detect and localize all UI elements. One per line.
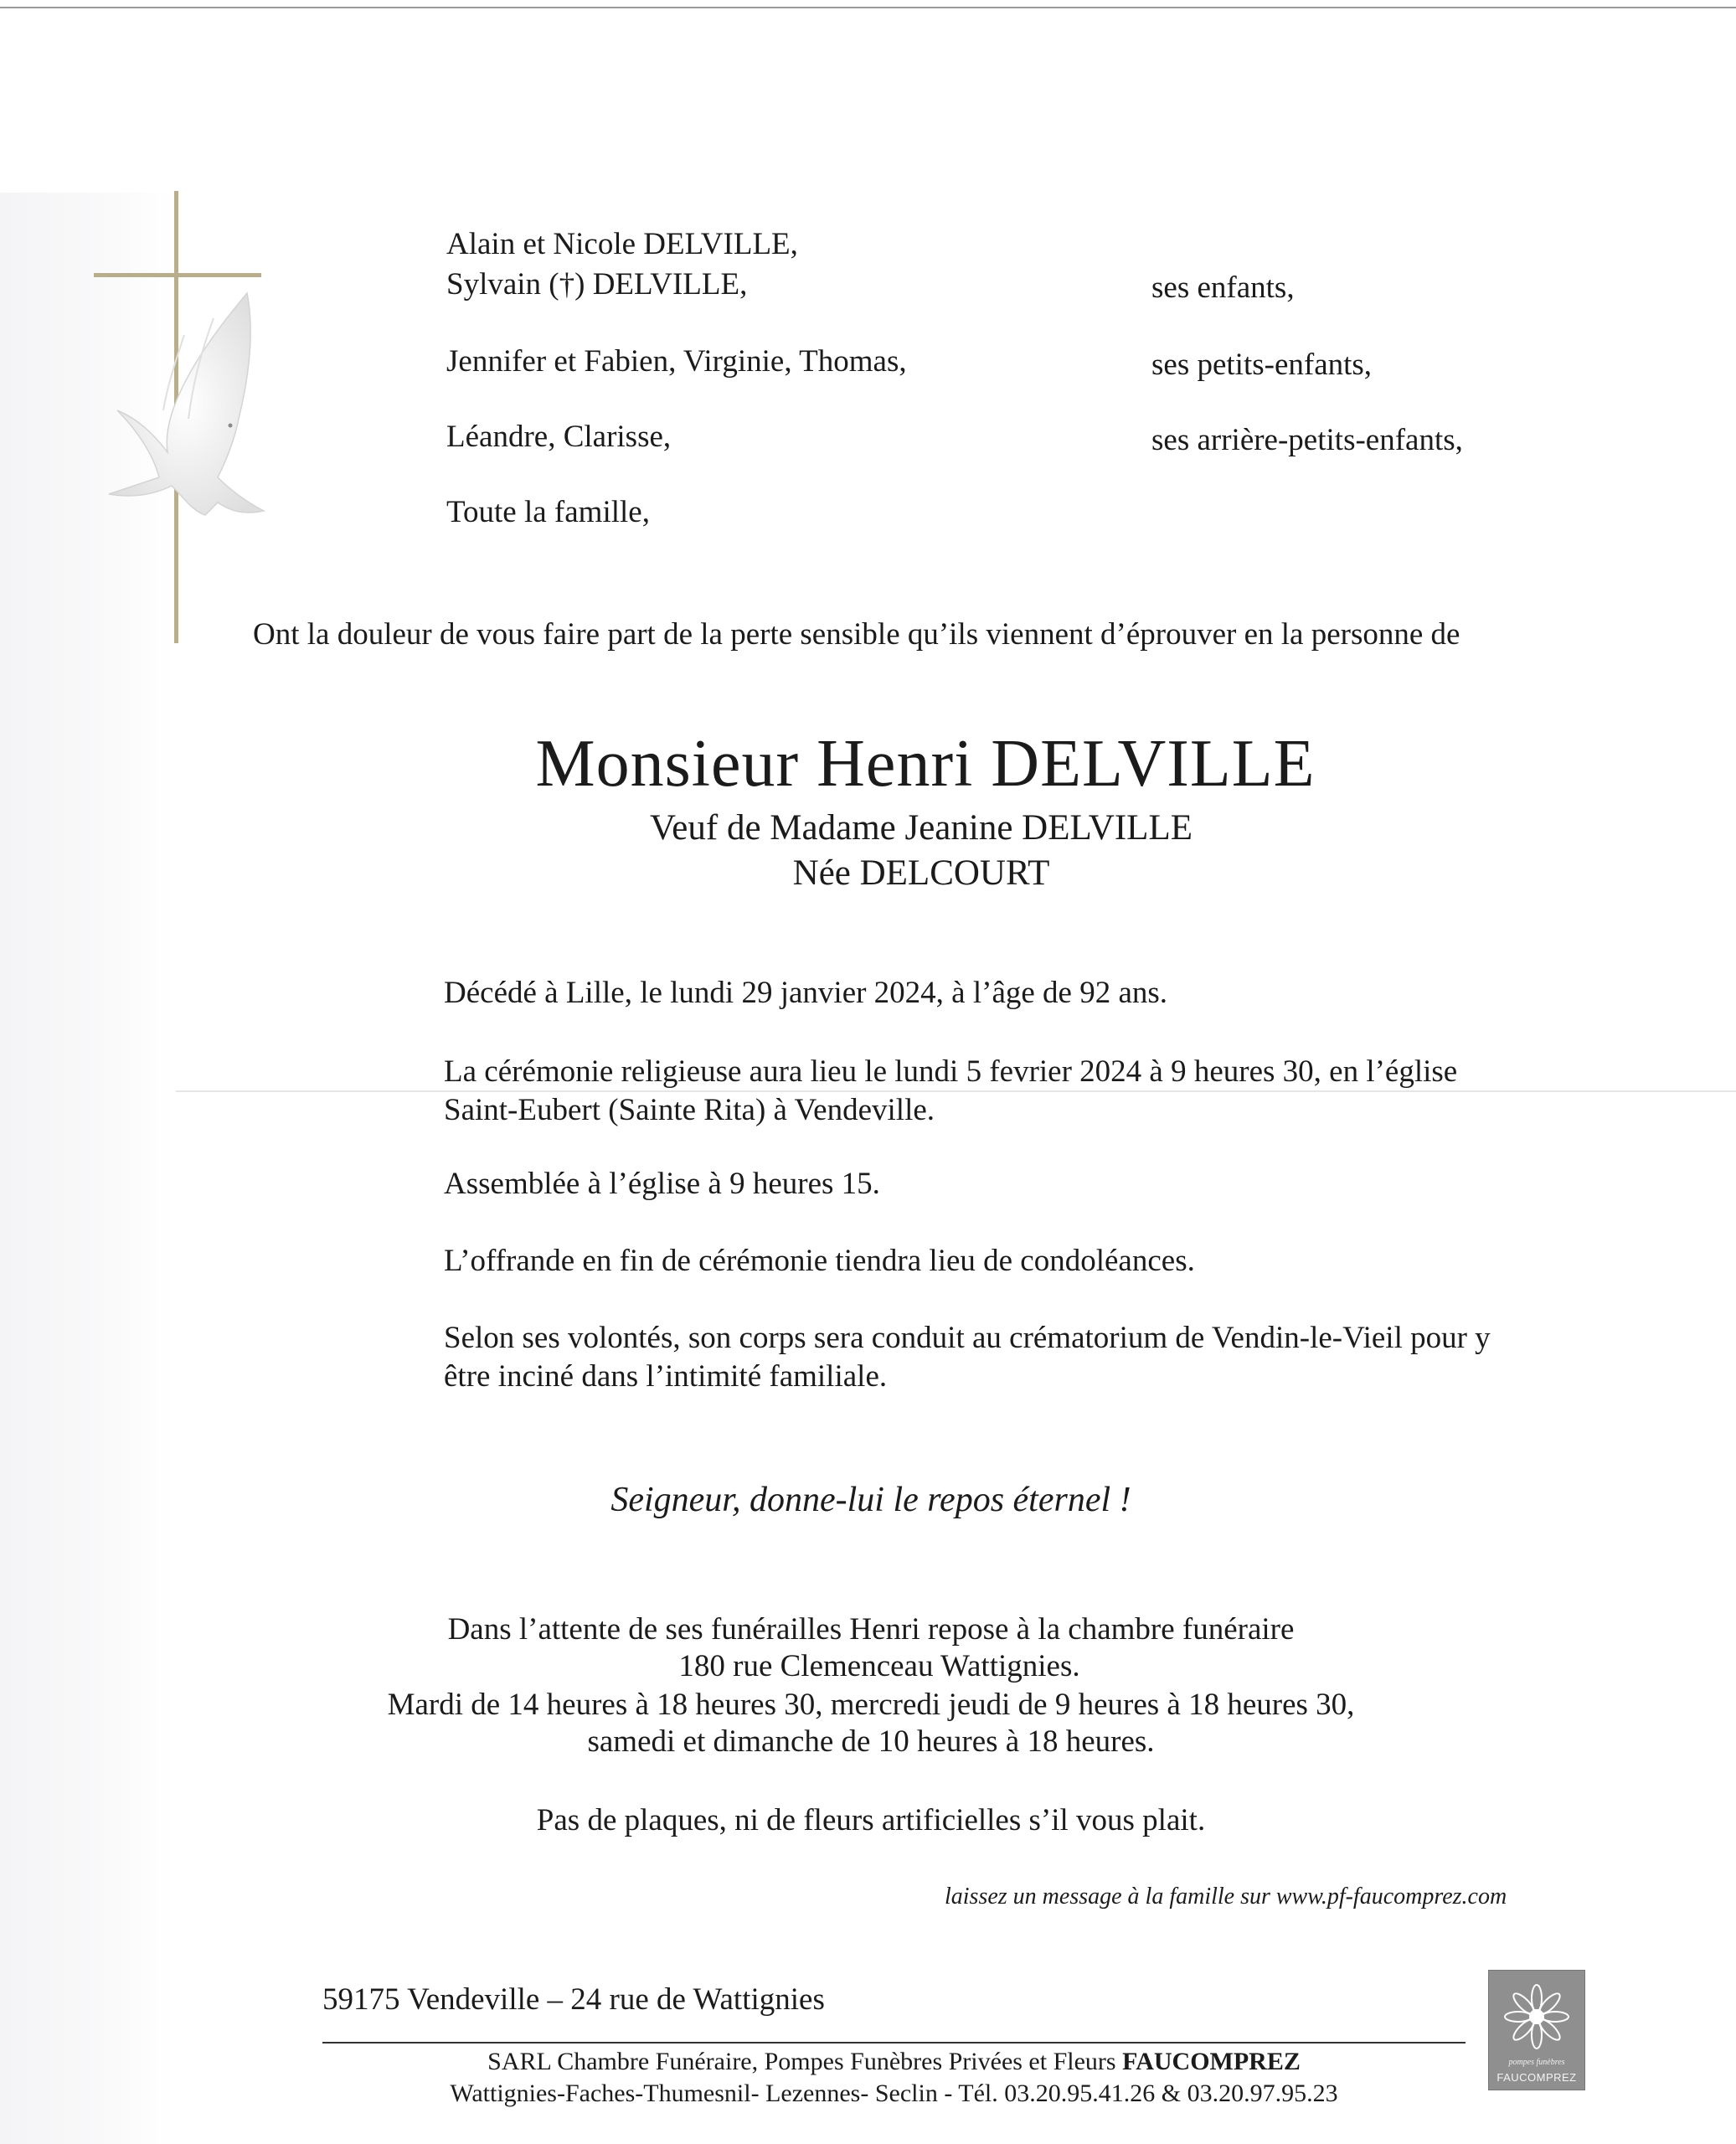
dove-icon [59,285,276,553]
maiden-name: Née DELCOURT [792,853,1050,893]
no-flowers-note: Pas de plaques, ni de fleurs artificielles s’il vous plait. [536,1803,1206,1837]
deceased-name: Monsieur Henri DELVILLE [535,727,1316,801]
visitation-line-1: Dans l’attente de ses funérailles Henri repose à la chambre funéraire [447,1612,1295,1647]
family-role-children: ses enfants, [1151,271,1295,305]
family-line-1: Alain et Nicole DELVILLE, [446,227,798,261]
top-border [0,7,1736,8]
wishes-line-2: être inciné dans l’intimité familiale. [444,1359,888,1394]
flower-logo-icon [1501,1981,1573,2053]
family-line-2: Sylvain (†) DELVILLE, [446,267,748,302]
funeral-home-address: 59175 Vendeville – 24 rue de Wattignies [322,1982,825,2017]
footer-company-name: FAUCOMPREZ [1122,2048,1301,2075]
logo-brand: FAUCOMPREZ [1496,2071,1577,2084]
footer-divider [322,2042,1466,2044]
assembly-time: Assemblée à l’église à 9 heures 15. [444,1167,880,1201]
widower-of: Veuf de Madame Jeanine DELVILLE [650,808,1193,848]
offering-note: L’offrande en fin de cérémonie tiendra lieu de condoléances. [444,1244,1195,1278]
ceremony-line-1: La cérémonie religieuse aura lieu le lundi 5 fevrier 2024 à 9 heures 30, en l’église [444,1054,1458,1089]
footer-contact: Wattignies-Faches-Thumesnil- Lezennes- Seclin - Tél. 03.20.95.41.26 & 03.20.97.95.23 [450,2080,1338,2107]
visitation-line-3: Mardi de 14 heures à 18 heures 30, mercredi jeudi de 9 heures à 18 heures 30, [387,1688,1355,1722]
cross-bar [94,273,261,277]
logo-tagline: pompes funèbres [1508,2058,1565,2067]
visitation-line-2: 180 rue Clemenceau Wattignies. [678,1649,1080,1683]
footer-company [0,2047,1736,2077]
website-message: laissez un message à la famille sur www.pf-faucomprez.com [945,1884,1507,1910]
family-role-grandchildren: ses petits-enfants, [1151,348,1373,382]
wishes-line-1: Selon ses volontés, son corps sera conduit au crématorium de Vendin-le-Vieil pour y [444,1321,1491,1355]
faucomprez-logo [1488,1970,1585,2090]
family-line-4: Léandre, Clarisse, [446,420,672,454]
footer-company-prefix: SARL Chambre Funéraire, Pompes Funèbres Privées et Fleurs [487,2048,1116,2075]
family-role-great-grandchildren: ses arrière-petits-enfants, [1151,423,1463,457]
family-line-5: Toute la famille, [446,495,650,529]
prayer-line: Seigneur, donne-lui le repos éternel ! [610,1481,1131,1519]
announcement-text: Ont la douleur de vous faire part de la perte sensible qu’ils viennent d’éprouver en la personne de [253,617,1460,652]
ceremony-line-2: Saint-Eubert (Sainte Rita) à Vendeville. [444,1093,935,1127]
death-details: Décédé à Lille, le lundi 29 janvier 2024, à l’âge de 92 ans. [444,976,1168,1010]
family-line-3: Jennifer et Fabien, Virginie, Thomas, [446,344,907,379]
visitation-line-4: samedi et dimanche de 10 heures à 18 heures. [587,1724,1155,1759]
